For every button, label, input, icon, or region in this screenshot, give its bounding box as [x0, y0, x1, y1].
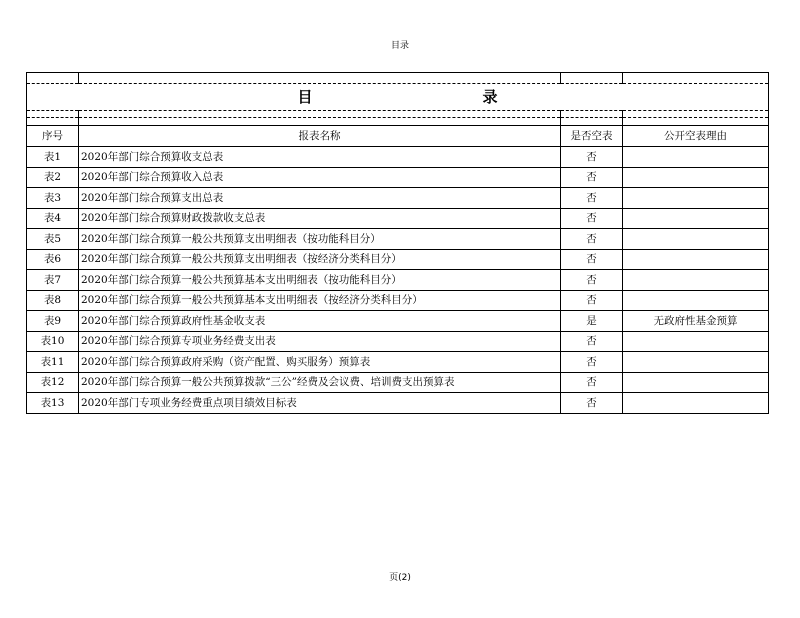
empty-reason [623, 229, 769, 250]
empty-reason [623, 372, 769, 393]
table-row [27, 352, 769, 373]
is-empty-value: 否 [561, 249, 623, 270]
page-header: 目录 [390, 41, 409, 51]
is-empty-value: 否 [561, 372, 623, 393]
blank-row [27, 118, 769, 126]
page-footer: 页(2) [389, 573, 411, 583]
blank-cell [623, 73, 769, 84]
is-empty-value: 否 [561, 147, 623, 168]
is-empty-value: 否 [561, 167, 623, 188]
blank-cell [27, 73, 79, 84]
row-number: 表2 [27, 167, 79, 188]
report-name: 2020年部门综合预算政府性基金收支表 [79, 311, 561, 332]
table-row [27, 290, 769, 311]
header-row [27, 126, 769, 147]
blank-cell [27, 118, 79, 126]
is-empty-value: 否 [561, 352, 623, 373]
empty-reason [623, 167, 769, 188]
is-empty-value: 是 [561, 311, 623, 332]
is-empty-value: 否 [561, 290, 623, 311]
blank-row [27, 111, 769, 118]
report-name: 2020年部门综合预算政府采购（资产配置、购买服务）预算表 [79, 352, 561, 373]
empty-reason [623, 393, 769, 414]
row-number: 表3 [27, 188, 79, 209]
row-number: 表6 [27, 249, 79, 270]
table-row [27, 229, 769, 250]
row-number: 表12 [27, 372, 79, 393]
blank-cell [79, 73, 561, 84]
blank-cell [561, 118, 623, 126]
empty-reason [623, 290, 769, 311]
row-number: 表5 [27, 229, 79, 250]
title-char-2: 录 [482, 87, 498, 106]
empty-reason [623, 352, 769, 373]
empty-reason [623, 208, 769, 229]
report-name: 2020年部门综合预算一般公共预算支出明细表（按经济分类科目分） [79, 249, 561, 270]
column-header-name: 报表名称 [79, 126, 561, 147]
table-row [27, 372, 769, 393]
blank-cell [623, 118, 769, 126]
table-row [27, 249, 769, 270]
row-number: 表4 [27, 208, 79, 229]
table-row [27, 393, 769, 414]
report-name: 2020年部门综合预算一般公共预算基本支出明细表（按经济分类科目分） [79, 290, 561, 311]
title-row [27, 84, 769, 111]
blank-cell [79, 118, 561, 126]
empty-reason [623, 147, 769, 168]
report-name: 2020年部门综合预算专项业务经费支出表 [79, 331, 561, 352]
report-name: 2020年部门综合预算支出总表 [79, 188, 561, 209]
table-row [27, 311, 769, 332]
row-number: 表10 [27, 331, 79, 352]
blank-cell [561, 111, 623, 118]
title-char-1: 目 [297, 87, 313, 106]
is-empty-value: 否 [561, 270, 623, 291]
is-empty-value: 否 [561, 331, 623, 352]
empty-reason [623, 331, 769, 352]
report-name: 2020年部门综合预算一般公共预算拨款“三公”经费及会议费、培训费支出预算表 [79, 372, 561, 393]
report-name: 2020年部门综合预算收入总表 [79, 167, 561, 188]
column-header-empty: 是否空表 [561, 126, 623, 147]
catalog-table [26, 72, 769, 414]
table-row [27, 208, 769, 229]
column-header-reason: 公开空表理由 [623, 126, 769, 147]
row-number: 表7 [27, 270, 79, 291]
blank-cell [623, 111, 769, 118]
column-header-no: 序号 [27, 126, 79, 147]
is-empty-value: 否 [561, 393, 623, 414]
empty-reason [623, 188, 769, 209]
table-row [27, 147, 769, 168]
row-number: 表9 [27, 311, 79, 332]
report-name: 2020年部门综合预算收支总表 [79, 147, 561, 168]
catalog-title [27, 84, 769, 111]
report-name: 2020年部门专项业务经费重点项目绩效目标表 [79, 393, 561, 414]
blank-row [27, 73, 769, 84]
row-number: 表8 [27, 290, 79, 311]
blank-cell [27, 111, 79, 118]
report-name: 2020年部门综合预算财政拨款收支总表 [79, 208, 561, 229]
is-empty-value: 否 [561, 208, 623, 229]
blank-cell [561, 73, 623, 84]
empty-reason: 无政府性基金预算 [623, 311, 769, 332]
table-row [27, 270, 769, 291]
empty-reason [623, 249, 769, 270]
is-empty-value: 否 [561, 229, 623, 250]
table-row [27, 188, 769, 209]
empty-reason [623, 270, 769, 291]
table-row [27, 167, 769, 188]
table-row [27, 331, 769, 352]
blank-cell [79, 111, 561, 118]
is-empty-value: 否 [561, 188, 623, 209]
row-number: 表13 [27, 393, 79, 414]
row-number: 表11 [27, 352, 79, 373]
row-number: 表1 [27, 147, 79, 168]
report-name: 2020年部门综合预算一般公共预算基本支出明细表（按功能科目分） [79, 270, 561, 291]
report-name: 2020年部门综合预算一般公共预算支出明细表（按功能科目分） [79, 229, 561, 250]
